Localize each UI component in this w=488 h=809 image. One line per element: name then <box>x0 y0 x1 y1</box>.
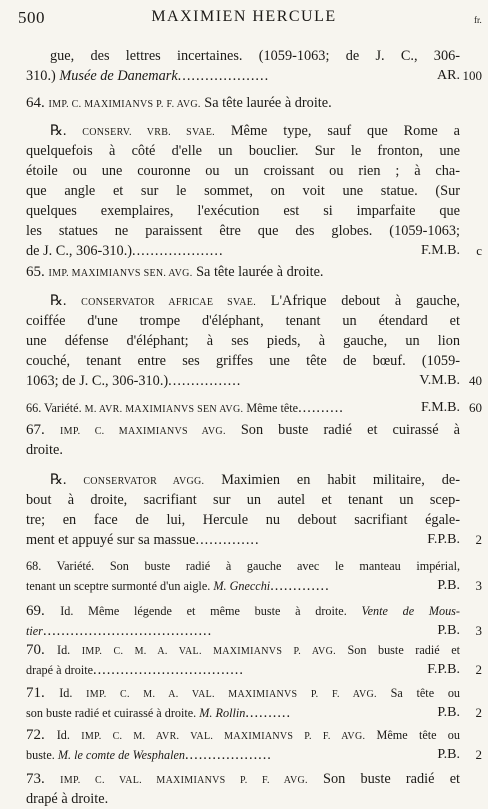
entry-line <box>50 46 460 66</box>
text-run: Son buste radié et <box>307 771 460 787</box>
entry-line <box>26 640 460 660</box>
text-run: 68. Variété. Son buste radié à gauche avec le manteau impérial, <box>26 559 460 573</box>
text-run: M. Gnecchi <box>213 579 271 593</box>
text-run: quelquefois à côté d'elle un bouclier. Sur le fronton, une <box>26 143 460 159</box>
price-value: 2 <box>475 747 482 762</box>
currency-mark: fr. <box>474 15 482 25</box>
text-run: .......... <box>245 705 292 721</box>
text-run: gue, des lettres incertaines. (1059-1063; de J. C., 306- <box>50 48 460 64</box>
price-value: 60 <box>469 400 482 415</box>
text-run: Id. <box>57 643 82 657</box>
text-run: 73. <box>26 771 61 787</box>
text-run: 65. <box>26 264 49 280</box>
entry-line <box>26 601 460 621</box>
text-run: ment et appuyé sur sa massue <box>26 532 196 548</box>
text-run: ℞. <box>50 293 82 309</box>
text-run: droite. <box>26 442 63 458</box>
price-value: 100 <box>462 68 482 83</box>
text-run: IMP. C. M. AVR. VAL. MAXIMIANVS P. F. AVG. <box>81 731 366 742</box>
text-run: 69. <box>26 603 61 619</box>
metal-size-code: F.M.B. <box>421 400 460 415</box>
text-run: que angle et sur le sommet, on voit une statue. (Sur <box>26 183 460 199</box>
price-value: 40 <box>469 373 482 388</box>
text-run: M. AVR. MAXIMIANVS SEN AVG. <box>84 404 244 415</box>
entry-line <box>26 331 460 351</box>
text-run: IMP. C. MAXIMIANVS AVG. <box>60 426 226 437</box>
page-number: 500 <box>18 8 45 27</box>
text-run: Vente de Mous- <box>361 604 460 618</box>
text-run: quelques exemplaires, l'exécution est si imparfaite que <box>26 203 460 219</box>
text-run: IMP. MAXIMIANVS SEN. AVG. <box>48 268 193 279</box>
text-run: Musée de Danemark <box>59 68 178 84</box>
text-run: son buste radié et cuirassé à droite. <box>26 706 200 720</box>
entry-line <box>26 440 460 460</box>
price-value: 2 <box>475 705 482 720</box>
text-run: 72. <box>26 727 57 743</box>
text-run: Sa tête laurée à droite. <box>192 264 324 280</box>
running-title: MAXIMIEN HERCULE <box>151 8 337 25</box>
text-run: .................... <box>132 243 224 259</box>
text-run: 66. Variété. <box>26 401 85 415</box>
text-run: Maximien en habit militaire, de- <box>204 472 460 488</box>
entry-line <box>26 683 460 703</box>
text-run: Son buste radié et cuirassé à <box>225 422 460 438</box>
text-run: drapé à droite <box>26 663 93 677</box>
text-run: Sa tête laurée à droite. <box>200 95 332 111</box>
price-value: 3 <box>475 578 482 593</box>
price-value: 2 <box>475 532 482 547</box>
text-run: .................... <box>177 68 270 84</box>
metal-size-code: F.P.B. <box>427 532 460 547</box>
text-run: de J. C., 306-310.) <box>26 243 133 259</box>
entry-line <box>26 161 460 181</box>
text-run: ............. <box>270 578 330 594</box>
entry-line <box>26 221 460 241</box>
text-run: M. Rollin <box>199 706 246 720</box>
entry-line <box>26 311 460 331</box>
text-run: .............. <box>195 532 260 548</box>
entry-line <box>26 725 460 745</box>
entry-line <box>50 291 460 311</box>
metal-size-code: P.B. <box>437 705 460 720</box>
price-value: c <box>476 243 482 258</box>
entry-line <box>26 420 460 440</box>
text-run: bout à droite, sacrifiant sur un autel et tenant un scep- <box>26 492 460 508</box>
text-run: M. le comte de Wesphalen <box>57 748 185 762</box>
entry-line <box>26 490 460 510</box>
metal-size-code: F.M.B. <box>421 243 460 258</box>
entry-line <box>26 141 460 161</box>
text-run: ℞. <box>50 472 84 488</box>
entry-line <box>26 181 460 201</box>
entry-line <box>26 789 460 809</box>
text-run: Même type, sauf que Rome a <box>214 123 460 139</box>
text-run: IMP. C. MAXIMIANVS P. F. AVG. <box>48 99 201 110</box>
text-run: ..................................... <box>42 623 213 639</box>
entry-line <box>26 769 460 789</box>
metal-size-code: V.M.B. <box>419 373 460 388</box>
text-run: Id. <box>56 728 82 742</box>
text-run: drapé à droite. <box>26 791 109 807</box>
entry-line <box>26 93 460 113</box>
text-run: coiffée d'une trompe d'éléphant, tenant un étendard et <box>26 313 460 329</box>
page-header <box>0 4 488 28</box>
text-run: ................ <box>168 373 242 389</box>
text-run: buste. <box>26 748 58 762</box>
text-run: 310.) <box>26 68 60 84</box>
entry-line <box>26 262 460 282</box>
text-run: étoile ou une couronne ou un croissant ou rien ; à cha- <box>26 163 460 179</box>
entry-line <box>26 201 460 221</box>
text-run: Id. <box>59 686 87 700</box>
text-run: CONSERVATOR AVGG. <box>83 476 205 487</box>
text-run: Même tête ou <box>365 728 460 742</box>
text-run: Sa tête ou <box>376 686 460 700</box>
text-run: une défense d'éléphant; à ses pieds, à gauche, un lion <box>26 333 460 349</box>
text-run: Même tête <box>243 401 299 415</box>
text-run: tenant un sceptre surmonté d'un aigle. <box>26 579 214 593</box>
text-run: Id. Même légende et même buste à droite. <box>60 604 362 618</box>
text-run: couché, tenant entre ses griffes une tête de bœuf. (1059- <box>26 353 460 369</box>
price-value: 3 <box>475 623 482 638</box>
text-run: ℞. <box>50 123 83 139</box>
text-run: .......... <box>298 400 344 416</box>
text-run: 64. <box>26 95 49 111</box>
price-value: 2 <box>475 662 482 677</box>
metal-size-code: F.P.B. <box>427 662 460 677</box>
entry-line <box>50 121 460 141</box>
text-run: CONSERVATOR AFRICAE SVAE. <box>81 297 257 308</box>
text-run: Son buste radié et <box>335 643 460 657</box>
text-run: 1063; de J. C., 306-310.) <box>26 373 169 389</box>
entry-line <box>26 351 460 371</box>
text-run: tier <box>26 624 43 638</box>
metal-size-code: P.B. <box>437 578 460 593</box>
text-run: 67. <box>26 422 61 438</box>
metal-size-code: P.B. <box>437 747 460 762</box>
entry-line <box>26 510 460 530</box>
entry-line <box>50 470 460 490</box>
text-run: CONSERV. VRB. SVAE. <box>82 127 215 138</box>
entry-line <box>26 556 460 576</box>
text-run: 71. <box>26 685 60 701</box>
text-run: L'Afrique debout à gauche, <box>256 293 460 309</box>
text-run: 70. <box>26 642 58 658</box>
text-run: IMP. C. M. A. VAL. MAXIMIANVS P. AVG. <box>81 646 336 657</box>
text-run: ................... <box>184 747 272 763</box>
metal-size-code: AR. <box>437 68 460 83</box>
text-run: les statues ne paraissent être que des globes. (1059-1063; <box>26 223 460 239</box>
text-run: ................................. <box>93 662 244 678</box>
text-run: tre; en face de lui, Hercule nu debout sacrifiant égale- <box>26 512 460 528</box>
metal-size-code: P.B. <box>437 623 460 638</box>
text-run: IMP. C. VAL. MAXIMIANVS P. F. AVG. <box>60 775 308 786</box>
text-run: IMP. C. M. A. VAL. MAXIMIANVS P. F. AVG. <box>86 689 377 700</box>
